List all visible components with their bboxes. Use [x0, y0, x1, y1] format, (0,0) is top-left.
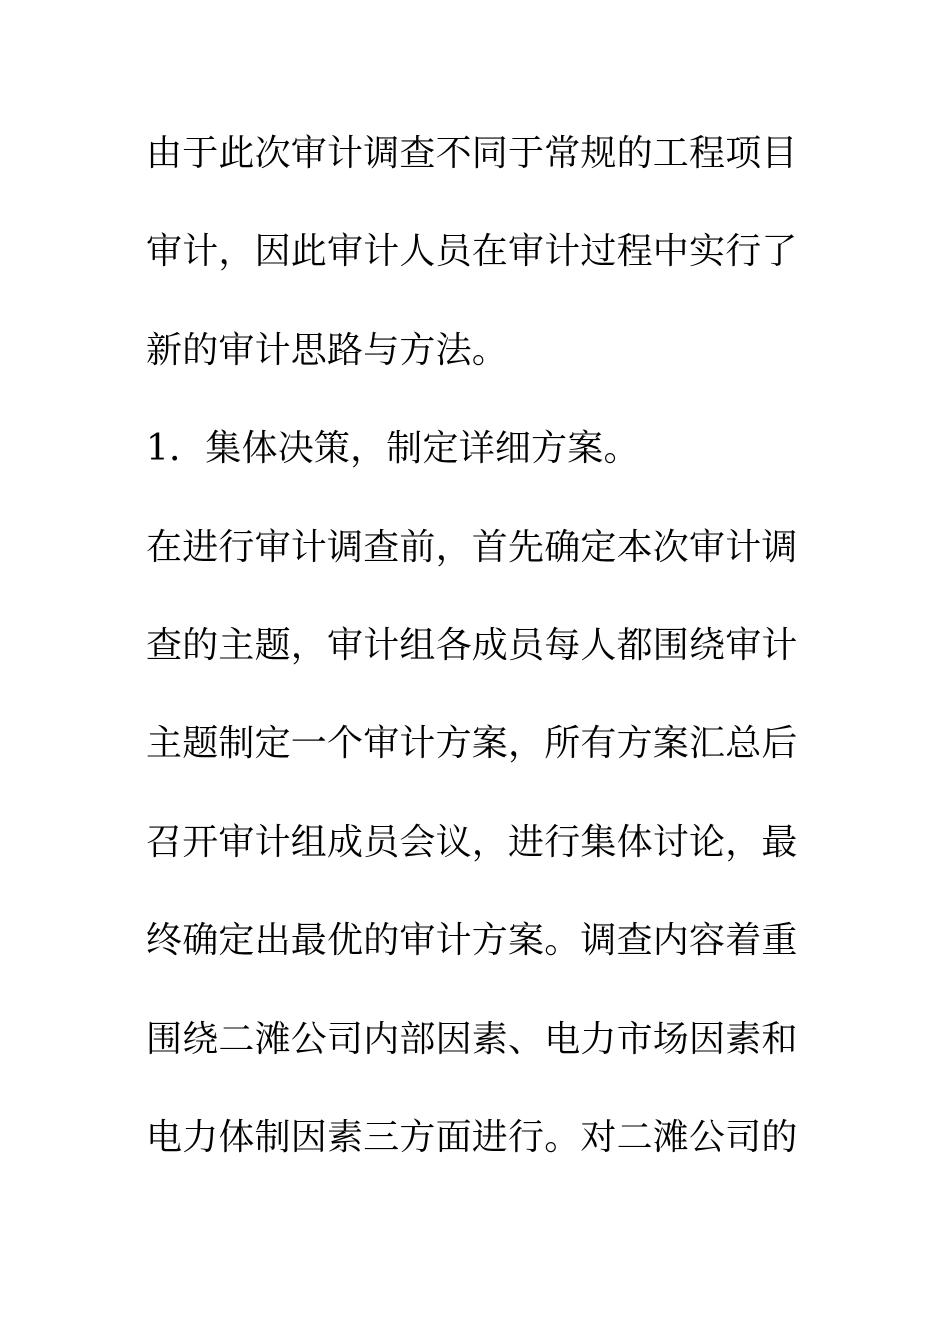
text-line: 在进行审计调查前，首先确定本次审计调: [146, 526, 798, 568]
text-line: 新的审计思路与方法。: [146, 329, 509, 371]
text-line: 召开审计组成员会议，进行集体讨论，最: [146, 821, 798, 863]
section-heading: 1．集体决策，制定详细方案。: [146, 428, 640, 470]
text-line: 电力体制因素三方面进行。对二滩公司的: [146, 1116, 798, 1158]
text-line: 围绕二滩公司内部因素、电力市场因素和: [146, 1018, 798, 1060]
text-line: 终确定出最优的审计方案。调查内容着重: [146, 920, 798, 962]
text-line: 查的主题，审计组各成员每人都围绕审计: [146, 624, 798, 666]
text-line: 由于此次审计调查不同于常规的工程项目: [146, 133, 798, 174]
text-line: 审计，因此审计人员在审计过程中实行了: [146, 231, 798, 273]
body-text: [146, 124, 798, 1206]
text-line: 主题制定一个审计方案，所有方案汇总后: [146, 723, 798, 765]
